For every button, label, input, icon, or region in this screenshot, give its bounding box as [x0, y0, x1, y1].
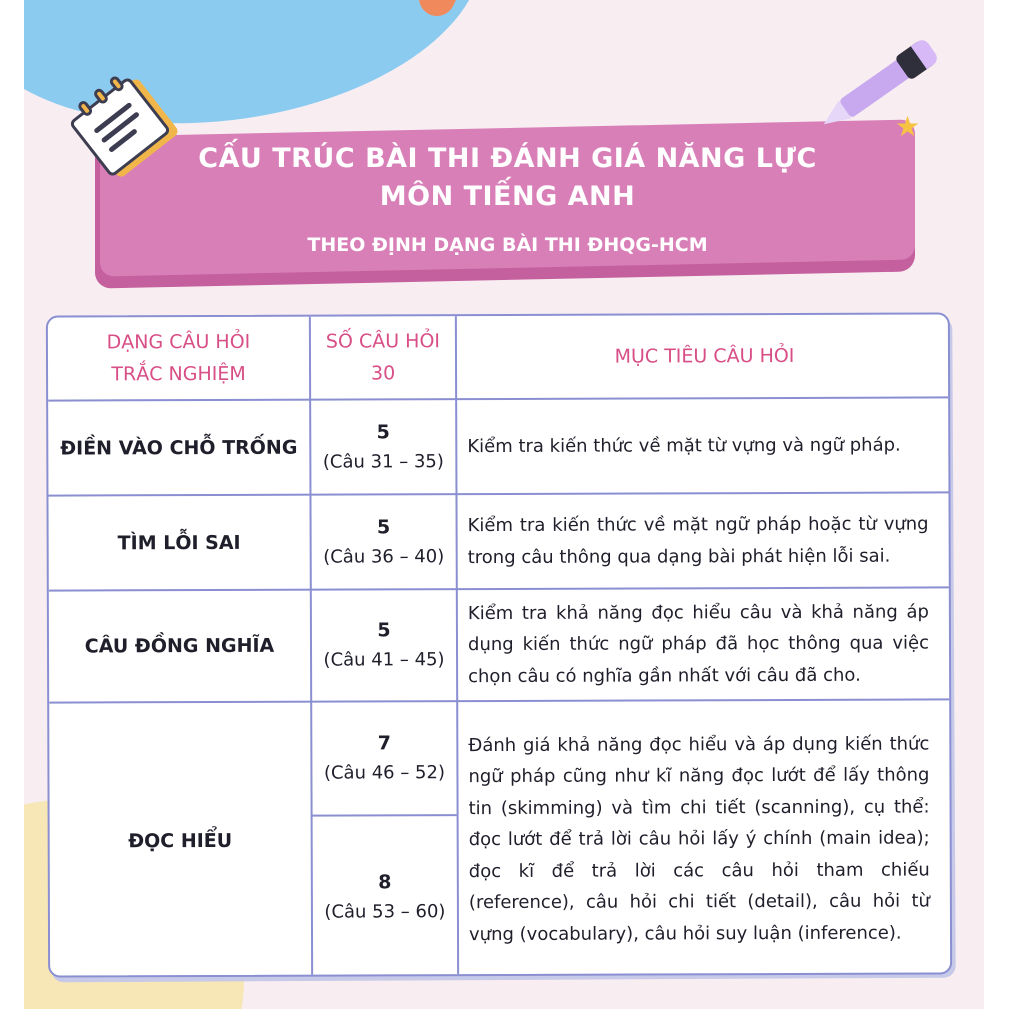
table-row-objective	[458, 588, 952, 700]
banner-subtitle: THEO ĐỊNH DẠNG BÀI THI ĐHQG-HCM	[307, 234, 708, 256]
table-row-objective	[458, 700, 952, 977]
header-question-type	[48, 317, 309, 400]
header-question-type-line1: DẠNG CÂU HỎI	[106, 330, 251, 354]
table-row-count	[313, 816, 458, 977]
table-row-type: CÂU ĐỒNG NGHĨA	[84, 634, 275, 658]
table-row-count	[312, 702, 456, 815]
objective-text: Kiểm tra kiến thức về mặt ngữ pháp hoặc từ vựng trong câu thông qua dạng bài phát hiện lỗi sai.	[467, 513, 929, 568]
table-row-count	[311, 400, 455, 494]
question-count: 7	[377, 732, 391, 755]
question-range: (Câu 36 – 40)	[323, 545, 445, 568]
question-count: 5	[376, 420, 390, 443]
question-count: 5	[377, 619, 391, 642]
header-question-count-line1: SỐ CÂU HỎI	[325, 330, 441, 353]
table-row-objective	[457, 398, 952, 493]
table-row-type: ĐỌC HIỂU	[128, 829, 233, 853]
star-icon: ★	[895, 110, 921, 143]
header-question-count	[311, 316, 455, 399]
banner-title-line2: MÔN TIẾNG ANH	[379, 181, 636, 212]
question-range: (Câu 31 – 35)	[322, 450, 444, 473]
objective-text: Kiểm tra kiến thức về mặt từ vựng và ngữ pháp.	[467, 434, 901, 457]
header-question-count-total: 30	[370, 362, 396, 385]
table-row-count	[311, 495, 455, 589]
objective-text: Kiểm tra khả năng đọc hiểu câu và khả năng áp dụng kiến thức ngữ pháp đã học thông qua việc chọn câu có nghĩa gần nhất với câu đã cho.	[467, 601, 930, 687]
question-count: 5	[376, 515, 391, 538]
question-count: 8	[378, 871, 392, 894]
table-row-objective	[457, 493, 952, 588]
header-objective-label: MỤC TIÊU CÂU HỎI	[614, 344, 795, 368]
header-objective	[457, 314, 952, 398]
objective-text: Đánh giá khả năng đọc hiểu và áp dụng kiến thức ngữ pháp cũng như kĩ năng đọc lướt để lấy thông tin (skimming) và tìm chi tiết (scanning), cụ thể: đọc lướt để trả lời câu hỏi lấy ý chính (main idea); đọc kĩ để trả lời các câu hỏi tham chiếu (reference), câu hỏi chi tiết (detail), câu hỏi từ vựng (vocabulary), câu hỏi suy luận (inference).	[468, 733, 930, 945]
exam-structure-table	[46, 312, 952, 977]
question-range: (Câu 41 – 45)	[323, 649, 445, 671]
table-row-count	[312, 590, 456, 701]
banner-title	[100, 140, 915, 216]
banner-title-line1: CẤU TRÚC BÀI THI ĐÁNH GIÁ NĂNG LỰC	[198, 143, 817, 174]
header-question-type-line2: TRẮC NGHIỆM	[111, 362, 246, 386]
question-range: (Câu 53 – 60)	[324, 901, 446, 923]
table-row-type: ĐIỀN VÀO CHỖ TRỐNG	[60, 436, 298, 460]
question-range: (Câu 46 – 52)	[323, 762, 445, 784]
table-row-type: TÌM LỖI SAI	[117, 531, 241, 554]
banner-text	[100, 140, 915, 258]
